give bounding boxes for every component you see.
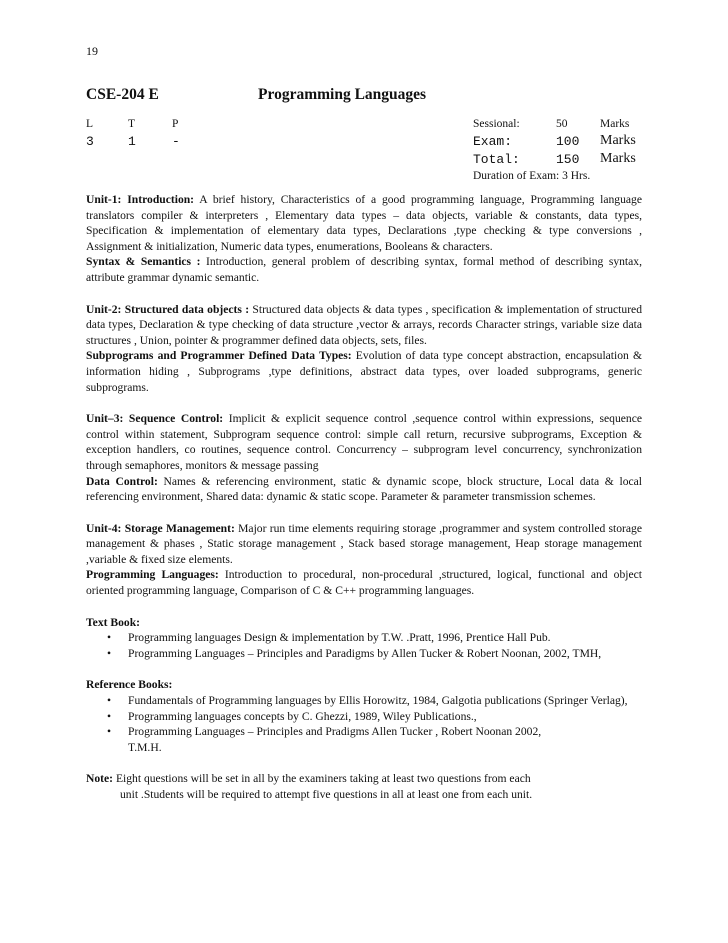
course-code: CSE-204 E — [86, 86, 159, 103]
unit-subheading: Subprograms and Programmer Defined Data Types: — [86, 349, 352, 363]
unit-text: Implicit & explicit sequence control ,sequence control within expressions, sequence control within statement, Subprogram sequence control: simple call return, recursive subprograms, Exception & exception handlers, co routines, sequence control. Concurrency – subprogram level concurrency, synchronization through semaphores, monitors & message passing — [86, 412, 643, 472]
unit-2-sub — [86, 348, 642, 395]
sessional-label: Sessional: — [473, 118, 520, 130]
ltp-label-l: L — [86, 118, 94, 130]
note-line-2: unit .Students will be required to attempt five questions in all at least one from each unit. — [120, 788, 533, 801]
note-text: Eight questions will be set in all by the examiners taking at least two questions from each — [113, 772, 531, 786]
reference-books-heading: Reference Books: — [86, 678, 173, 692]
list-item-text: Fundamentals of Programming languages by Ellis Horowitz, 1984, Galgotia publications (Springer Verlag), — [128, 694, 628, 708]
unit-3-sub — [86, 474, 642, 505]
unit-subtext: Introduction to procedural, non-procedural ,structured, logical, functional and object oriented programming language, Comparison of C & C++ programming languages. — [86, 568, 642, 598]
unit-1-sub — [86, 254, 642, 285]
course-title: Programming Languages — [258, 86, 427, 103]
exam-unit: Marks — [600, 133, 636, 148]
ltp-value-t: 1 — [128, 134, 136, 149]
unit-subtext: Introduction, general problem of describing syntax, formal method of describing syntax, attribute grammar dynamic semantic. — [86, 255, 642, 284]
bullet-icon: • — [107, 631, 112, 645]
exam-duration: Duration of Exam: 3 Hrs. — [473, 170, 591, 182]
total-unit: Marks — [600, 151, 636, 166]
page-number: 19 — [86, 44, 98, 58]
unit-subheading: Data Control: — [86, 474, 158, 488]
unit-heading: Unit-1: Introduction: — [86, 193, 195, 206]
unit-text: Structured data objects & data types , specification & implementation of structured data types, Declaration & type checking of data structure ,vector & arrays, records Character strings, variable size data structures , Union, pointer & programmer defined data objects, sets, files. — [86, 302, 642, 347]
list-item-text: Programming languages concepts by C. Ghezzi, 1989, Wiley Publications., — [128, 709, 477, 723]
unit-subheading: Syntax & Semantics : — [86, 255, 201, 269]
note-line-1 — [86, 771, 642, 787]
ltp-label-p: P — [172, 118, 179, 130]
list-item — [107, 693, 642, 709]
unit-3 — [86, 411, 642, 473]
bullet-icon: • — [107, 709, 112, 723]
list-item-text: Programming languages Design & implementation by T.W. .Pratt, 1996, Prentice Hall Pub. — [128, 631, 551, 645]
sessional-unit: Marks — [600, 118, 630, 130]
unit-text: Major run time elements requiring storage ,programmer and system controlled storage management & phases , Static storage management , Stack based storage management, Heap storage management ,variable & fixed size elements. — [86, 521, 643, 566]
syllabus-body — [86, 192, 642, 803]
bullet-icon: • — [107, 725, 112, 739]
ltp-label-t: T — [128, 118, 136, 130]
note-label: Note: — [86, 772, 114, 786]
total-label: Total: — [473, 152, 520, 167]
unit-4 — [86, 521, 642, 568]
unit-subtext: Names & referencing environment, static & dynamic scope, block structure, Local data & local referencing environment, Shared data: dynamic & static scope. Parameter & parameter transmission schemes. — [86, 474, 642, 504]
bullet-icon: • — [107, 694, 112, 708]
text-book-list — [86, 630, 642, 661]
text-book-heading: Text Book: — [86, 615, 141, 629]
unit-4-sub — [86, 567, 642, 598]
bullet-icon: • — [107, 646, 112, 660]
unit-heading: Unit-4: Storage Management: — [86, 521, 235, 535]
exam-label: Exam: — [473, 134, 513, 149]
sessional-value: 50 — [556, 118, 568, 130]
unit-2 — [86, 302, 642, 349]
ltp-value-p: - — [172, 134, 180, 149]
unit-heading: Unit–3: Sequence Control: — [86, 412, 224, 426]
list-item-text: Programming Languages – Principles and Pradigms Allen Tucker , Robert Noonan 2002, T.M.H. — [128, 725, 542, 754]
exam-value: 100 — [556, 134, 580, 149]
unit-1 — [86, 192, 642, 254]
total-value: 150 — [556, 152, 580, 167]
unit-subtext: Evolution of data type concept abstraction, encapsulation & information hiding , Subprograms ,type definitions, abstract data types, over loaded subprograms, generic subprograms. — [86, 349, 643, 394]
list-item-text: Programming Languages – Principles and Paradigms by Allen Tucker & Robert Noonan, 2002, TMH, — [128, 646, 602, 660]
unit-subheading: Programming Languages: — [86, 568, 219, 582]
reference-books-list — [86, 693, 642, 755]
list-item — [107, 630, 642, 646]
list-item — [107, 724, 642, 755]
unit-heading: Unit-2: Structured data objects : — [86, 302, 250, 316]
unit-text: A brief history, Characteristics of a good programming language, Programming language translators compiler & interpreters , Elementary data types – data objects, variable & constants, data types, Specification & implementation of elementary data types, Declarations ,type checking & type conversions , Assignment & initialization, Numeric data types, enumerations, Booleans & characters. — [86, 193, 642, 253]
list-item — [107, 646, 642, 662]
list-item — [107, 709, 642, 725]
ltp-value-l: 3 — [86, 134, 94, 149]
